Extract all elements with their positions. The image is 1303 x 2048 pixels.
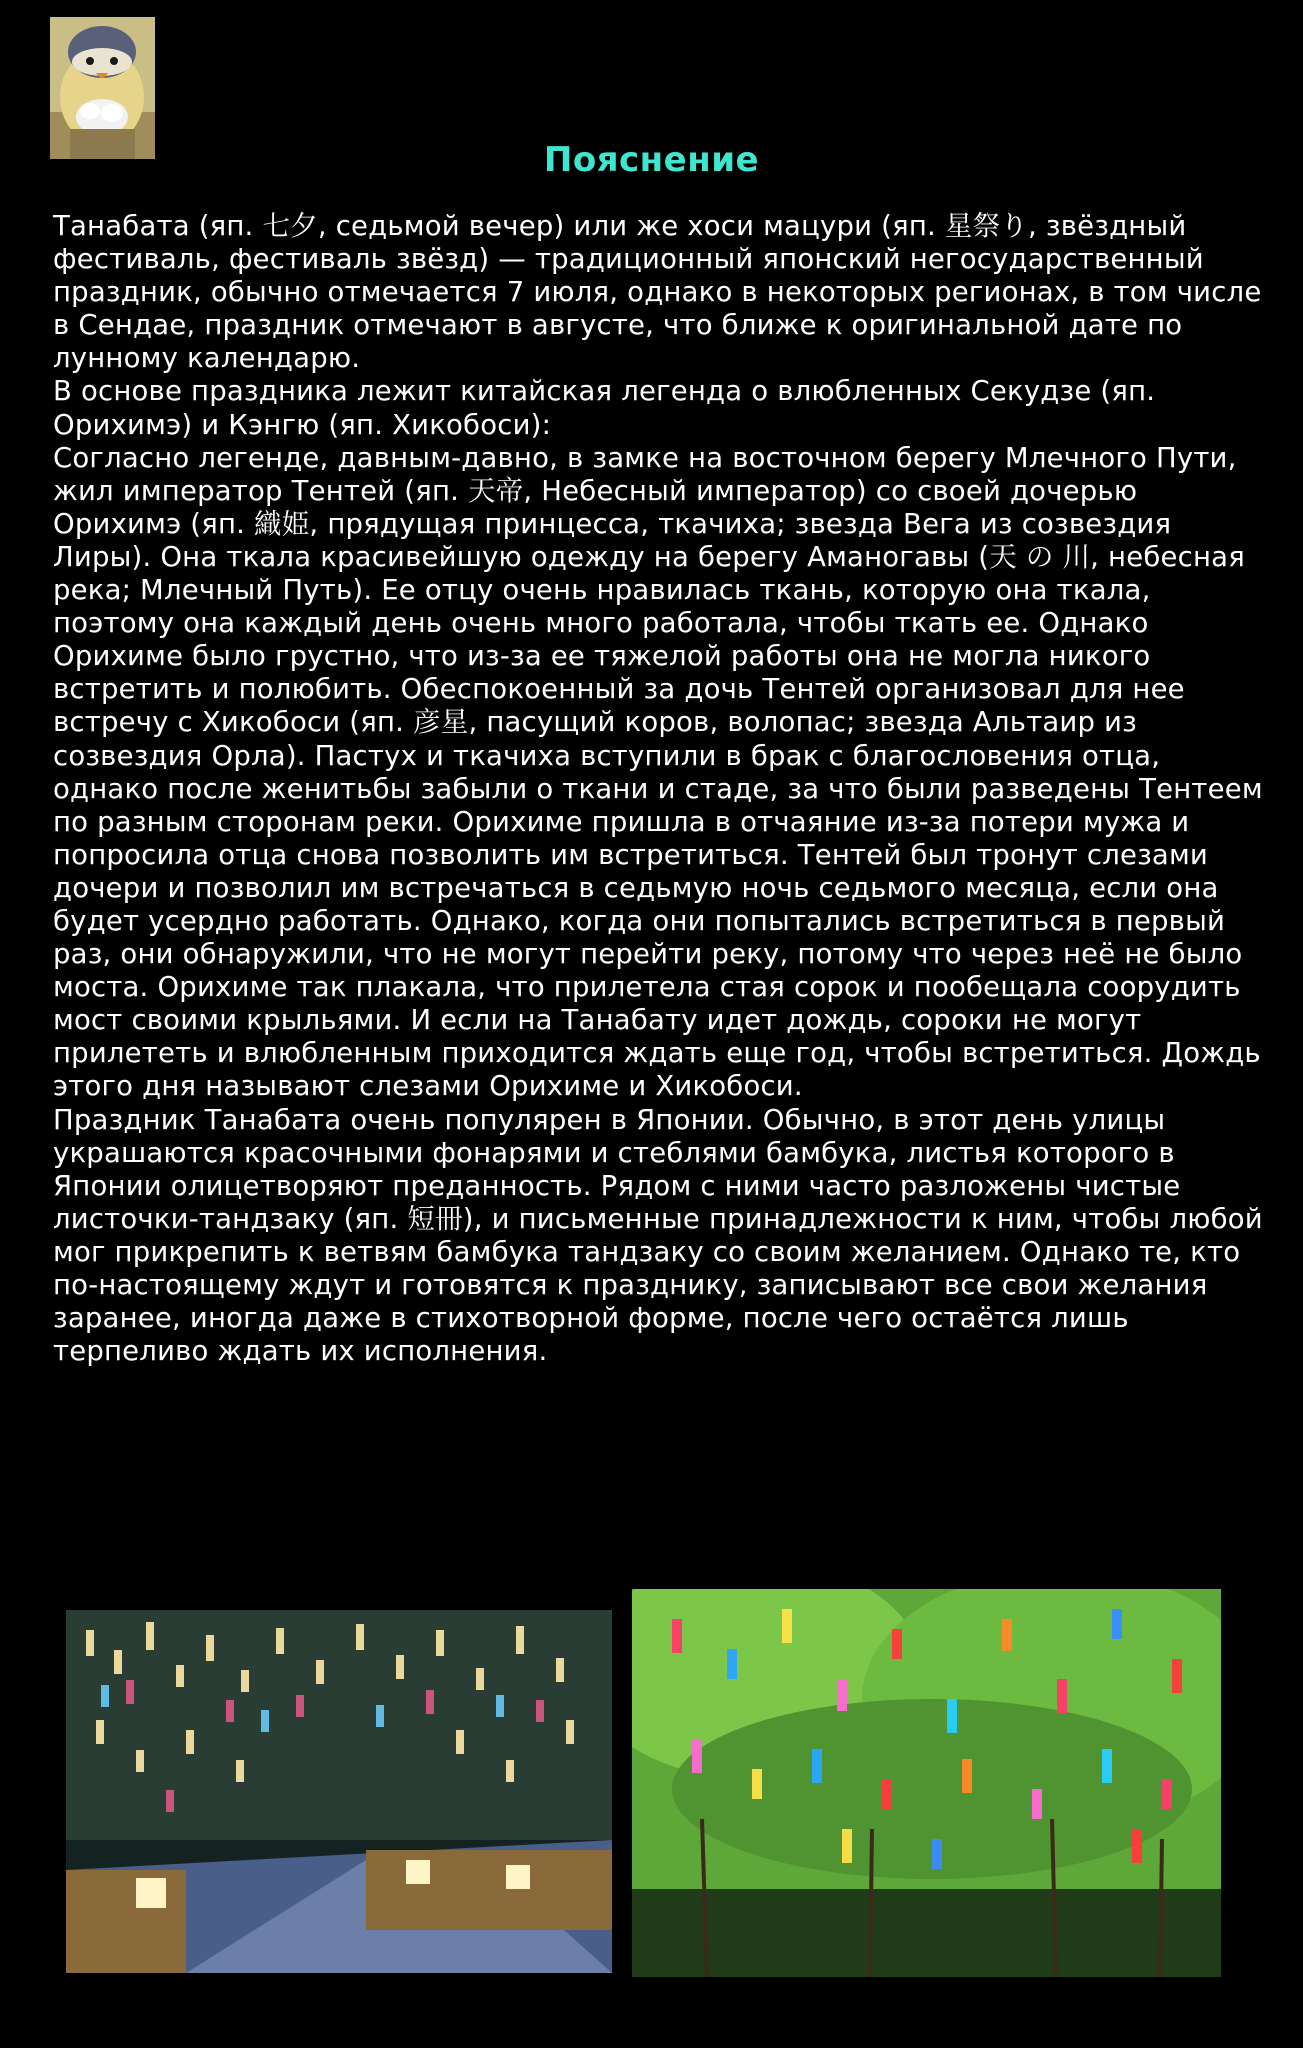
paragraph-intro: Танабата (яп. 七夕, седьмой вечер) или же хоси мацури (яп. 星祭り, звёздный фестиваль, фестиваль звёзд) — традиционный японский негосударственный праздник, обычно отмечается 7 июля, однако в некоторых регионах, в том числе в Сендае, праздник отмечают в августе, что ближе к оригинальной дате по лунному календарю. (53, 210, 1262, 375)
page-title: Пояснение (543, 140, 760, 180)
paragraph-legend-origin: В основе праздника лежит китайская легенда о влюбленных Секудзе (яп. Орихимэ) и Кэнгю (яп. Хикобоси): (53, 375, 1156, 441)
avatar (50, 17, 155, 159)
tanabata-night-scene-icon (66, 1610, 612, 1973)
article-body (53, 210, 1263, 1368)
bird-illustration-icon (50, 17, 155, 159)
paragraph-celebration: Праздник Танабата очень популярен в Японии. Обычно, в этот день улицы украшаются красочными фонарями и стеблями бамбука, листья которого в Японии олицетворяют преданность. Рядом с ними часто разложены чистые листочки-тандзаку (яп. 短冊), и письменные принадлежности к ним, чтобы любой мог прикрепить к ветвям бамбука тандзаку со своим желанием. Однако те, кто по-настоящему ждут и готовятся к празднику, записывают все свои желания заранее, иногда даже в стихотворной форме, после чего остаётся лишь терпеливо ждать их исполнения. (53, 1103, 1263, 1368)
photo-tanabata-night (66, 1610, 612, 1973)
tanabata-bamboo-scene-icon (632, 1589, 1221, 1977)
photo-tanabata-bamboo (632, 1589, 1221, 1977)
paragraph-legend: Согласно легенде, давным-давно, в замке на восточном берегу Млечного Пути, жил император Тентей (яп. 天帝, Небесный император) со своей дочерью Орихимэ (яп. 織姫, прядущая принцесса, ткачиха; звезда Вега из созвездия Лиры). Она ткала красивейшую одежду на берегу Аманогавы (天 の 川, небесная река; Млечный Путь). Ее отцу очень нравилась ткань, которую она ткала, поэтому она каждый день очень много работала, чтобы ткать ее. Однако Орихиме было грустно, что из-за ее тяжелой работы она не могла никого встретить и полюбить. Обеспокоенный за дочь Тентей организовал для нее встречу с Хикобоси (яп. 彦星, пасущий коров, волопас; звезда Альтаир из созвездия Орла). Пастух и ткачиха вступили в брак с благословения отца, однако после женитьбы забыли о ткани и стаде, за что были разведены Тентеем по разным сторонам реки. Орихиме пришла в отчаяние из-за потери мужа и попросила отца снова позволить им встретиться. Тентей был тронут слезами дочери и позволил им встречаться в седьмую ночь седьмого месяца, если она будет усердно работать. Однако, когда они попытались встретиться в первый раз, они обнаружили, что не могут перейти реку, потому что через неё не было моста. Орихиме так плакала, что прилетела стая сорок и пообещала соорудить мост своими крыльями. И если на Танабату идет дождь, сороки не могут прилететь и влюбленным приходится ждать еще год, чтобы встретиться. Дождь этого дня называют слезами Орихиме и Хикобоси. (53, 441, 1263, 1103)
